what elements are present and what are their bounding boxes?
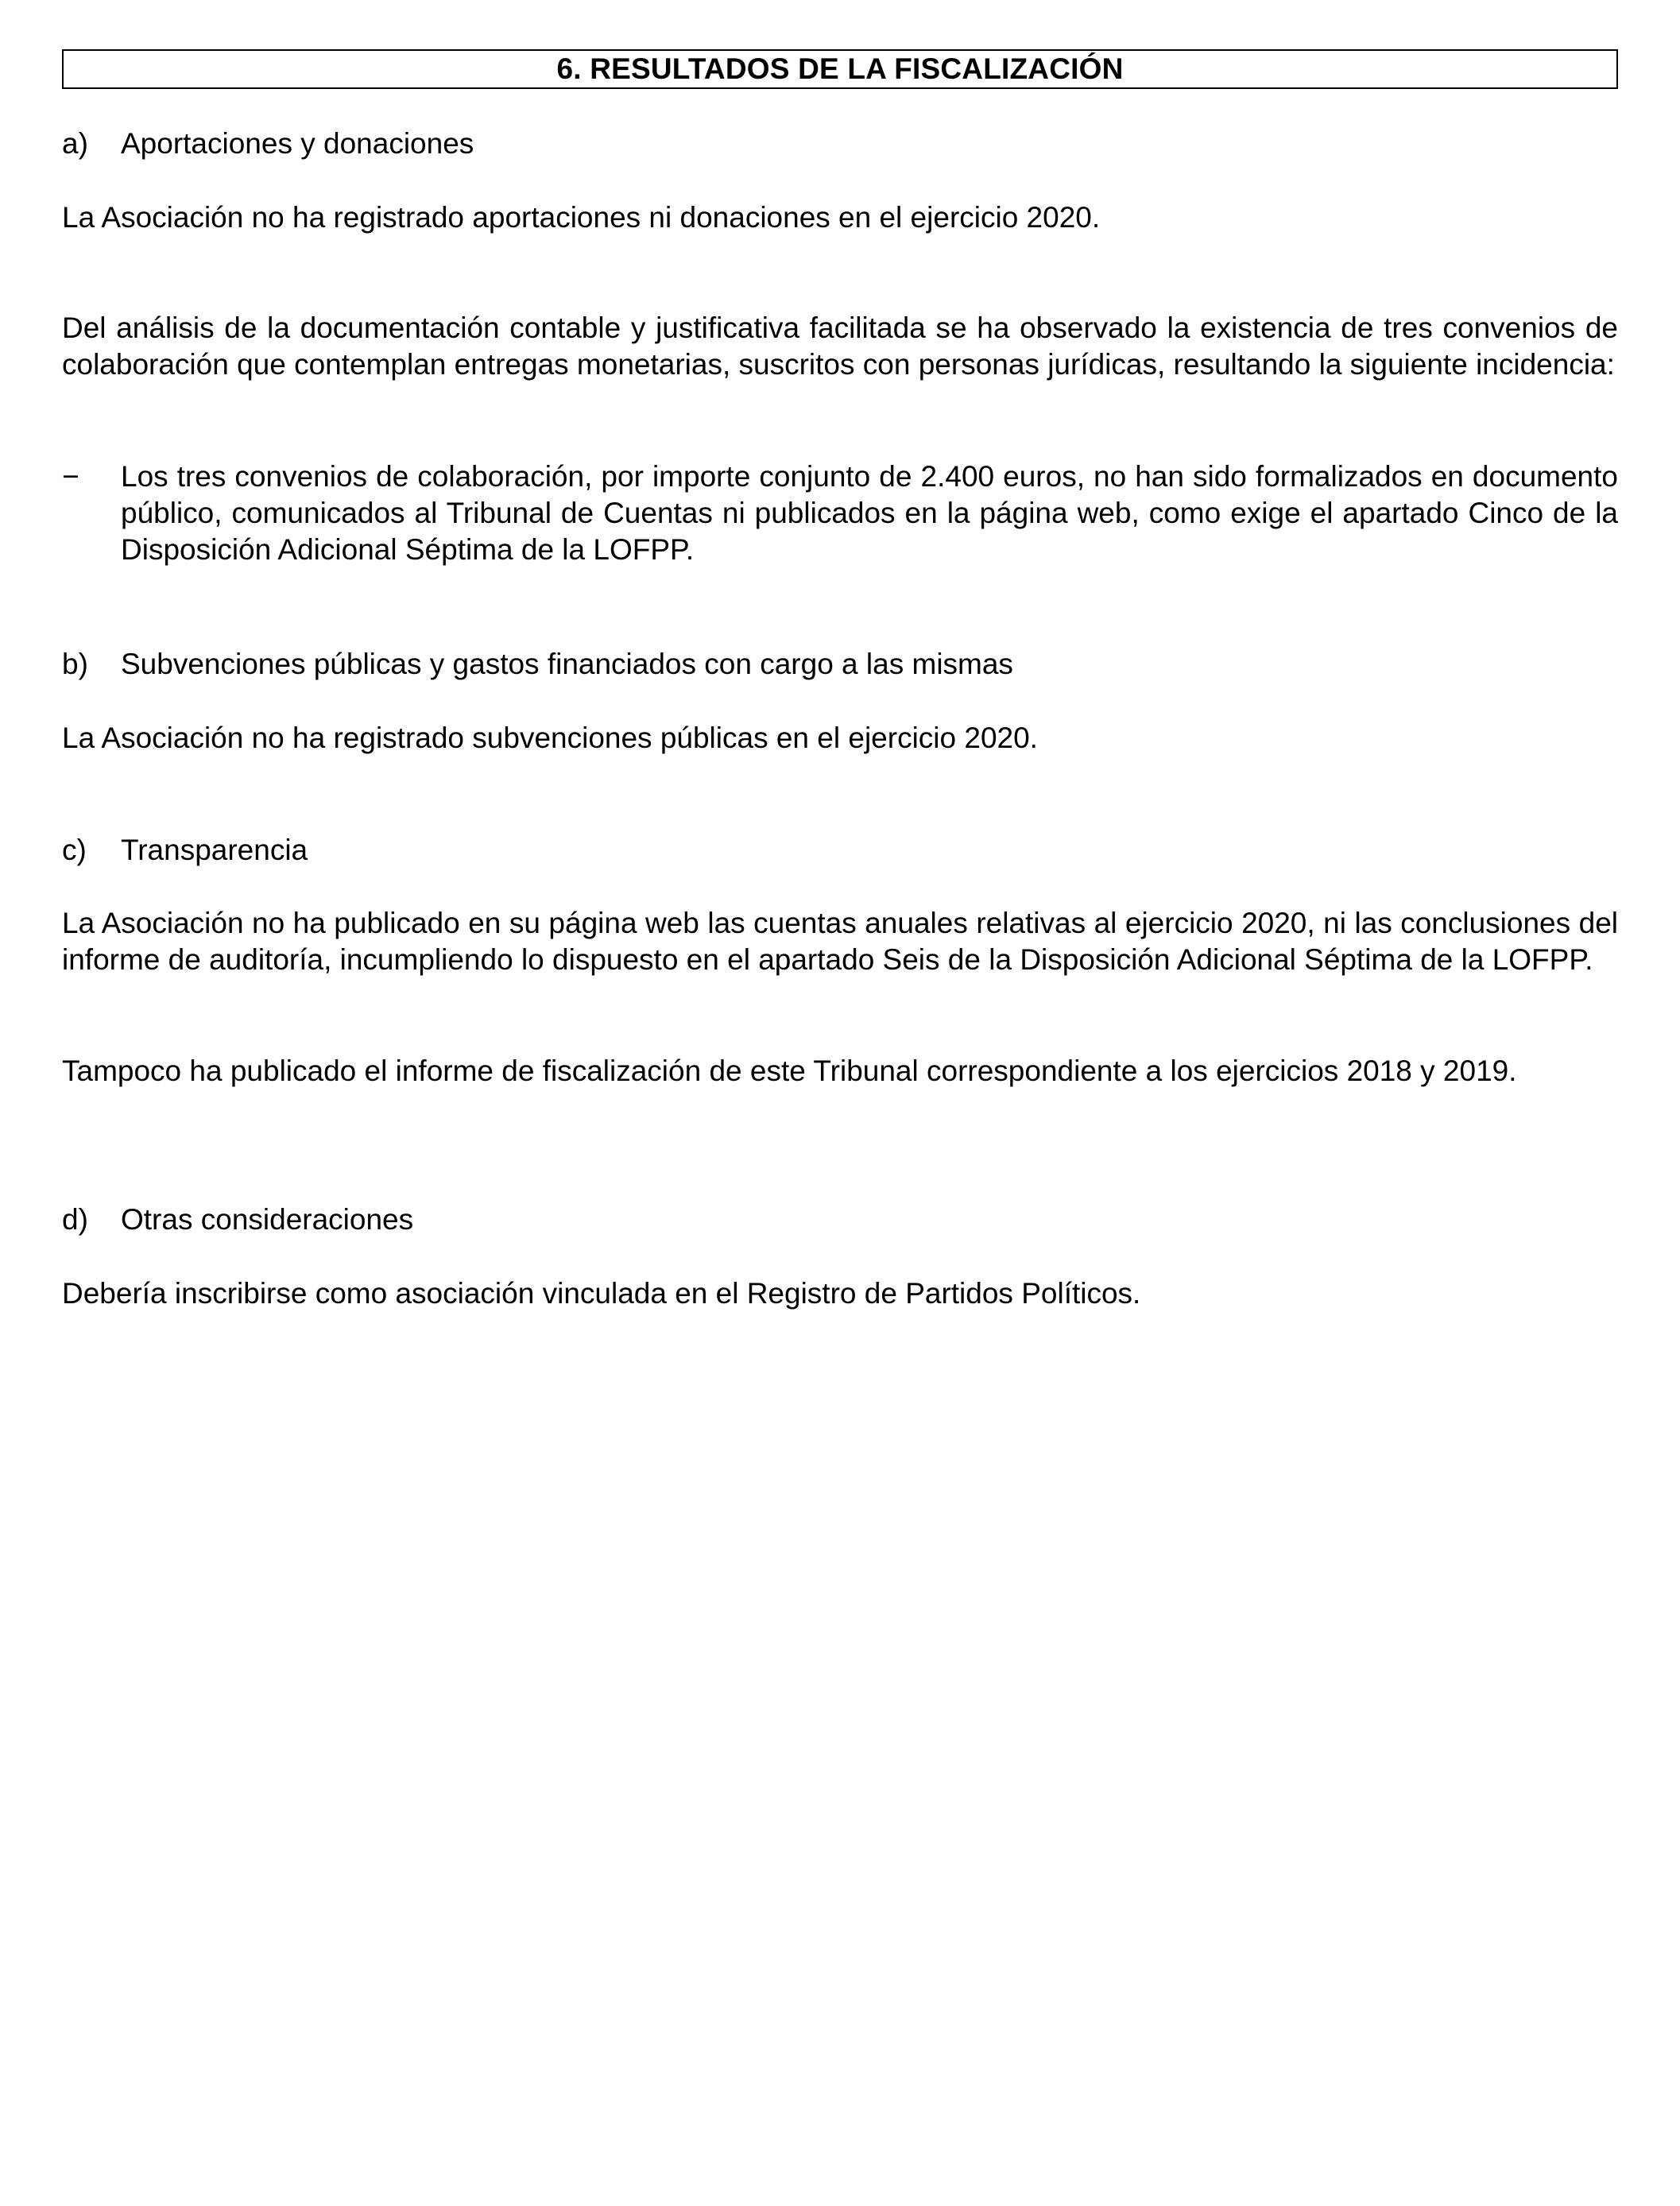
section-a-heading-text: Aportaciones y donaciones <box>121 127 474 160</box>
section-c-paragraph-2: Tampoco ha publicado el informe de fiscalización de este Tribunal correspondiente a los ejercicios 2018 y 2019. <box>62 1055 1517 1087</box>
section-b-heading-text: Subvenciones públicas y gastos financiados con cargo a las mismas <box>121 648 1013 680</box>
section-c-letter: c) <box>62 834 87 866</box>
section-d-heading-text: Otras consideraciones <box>121 1203 414 1236</box>
section-a-heading <box>62 126 1618 162</box>
section-c-paragraph-1: La Asociación no ha publicado en su página web las cuentas anuales relativas al ejercicio 2020, ni las conclusiones del informe de auditoría, incumpliendo lo dispuesto en el apartado Seis de la Disposición Adicional Séptima de la LOFPP. <box>62 907 1618 976</box>
section-b-paragraph-1: La Asociación no ha registrado subvenciones públicas en el ejercicio 2020. <box>62 722 1038 754</box>
section-b-heading <box>62 646 1618 683</box>
section-a-letter: a) <box>62 127 88 160</box>
section-d-heading <box>62 1202 1618 1238</box>
bullet-dash: − <box>62 460 79 493</box>
section-b-letter: b) <box>62 648 88 680</box>
bullet-text: Los tres convenios de colaboración, por importe conjunto de 2.400 euros, no han sido formalizados en documento público, comunicados al Tribunal de Cuentas ni publicados en la página web, como exige el apartado Cinco de la Disposición Adicional Séptima de la LOFPP. <box>121 460 1618 566</box>
section-a-bullet-item <box>62 459 1618 568</box>
section-a-paragraph-2: Del análisis de la documentación contable y justificativa facilitada se ha observado la existencia de tres convenios de colaboración que contemplan entregas monetarias, suscritos con personas jurídicas, resultando la siguiente incidencia: <box>62 312 1618 381</box>
section-c-heading-text: Transparencia <box>121 834 308 866</box>
section-title: 6. RESULTADOS DE LA FISCALIZACIÓN <box>62 49 1618 89</box>
section-a-paragraph-1: La Asociación no ha registrado aportaciones ni donaciones en el ejercicio 2020. <box>62 201 1101 234</box>
document-page <box>62 49 1618 1310</box>
section-d-paragraph-1: Debería inscribirse como asociación vinculada en el Registro de Partidos Políticos. <box>62 1277 1141 1310</box>
section-d-letter: d) <box>62 1203 88 1236</box>
section-c-heading <box>62 832 1618 869</box>
